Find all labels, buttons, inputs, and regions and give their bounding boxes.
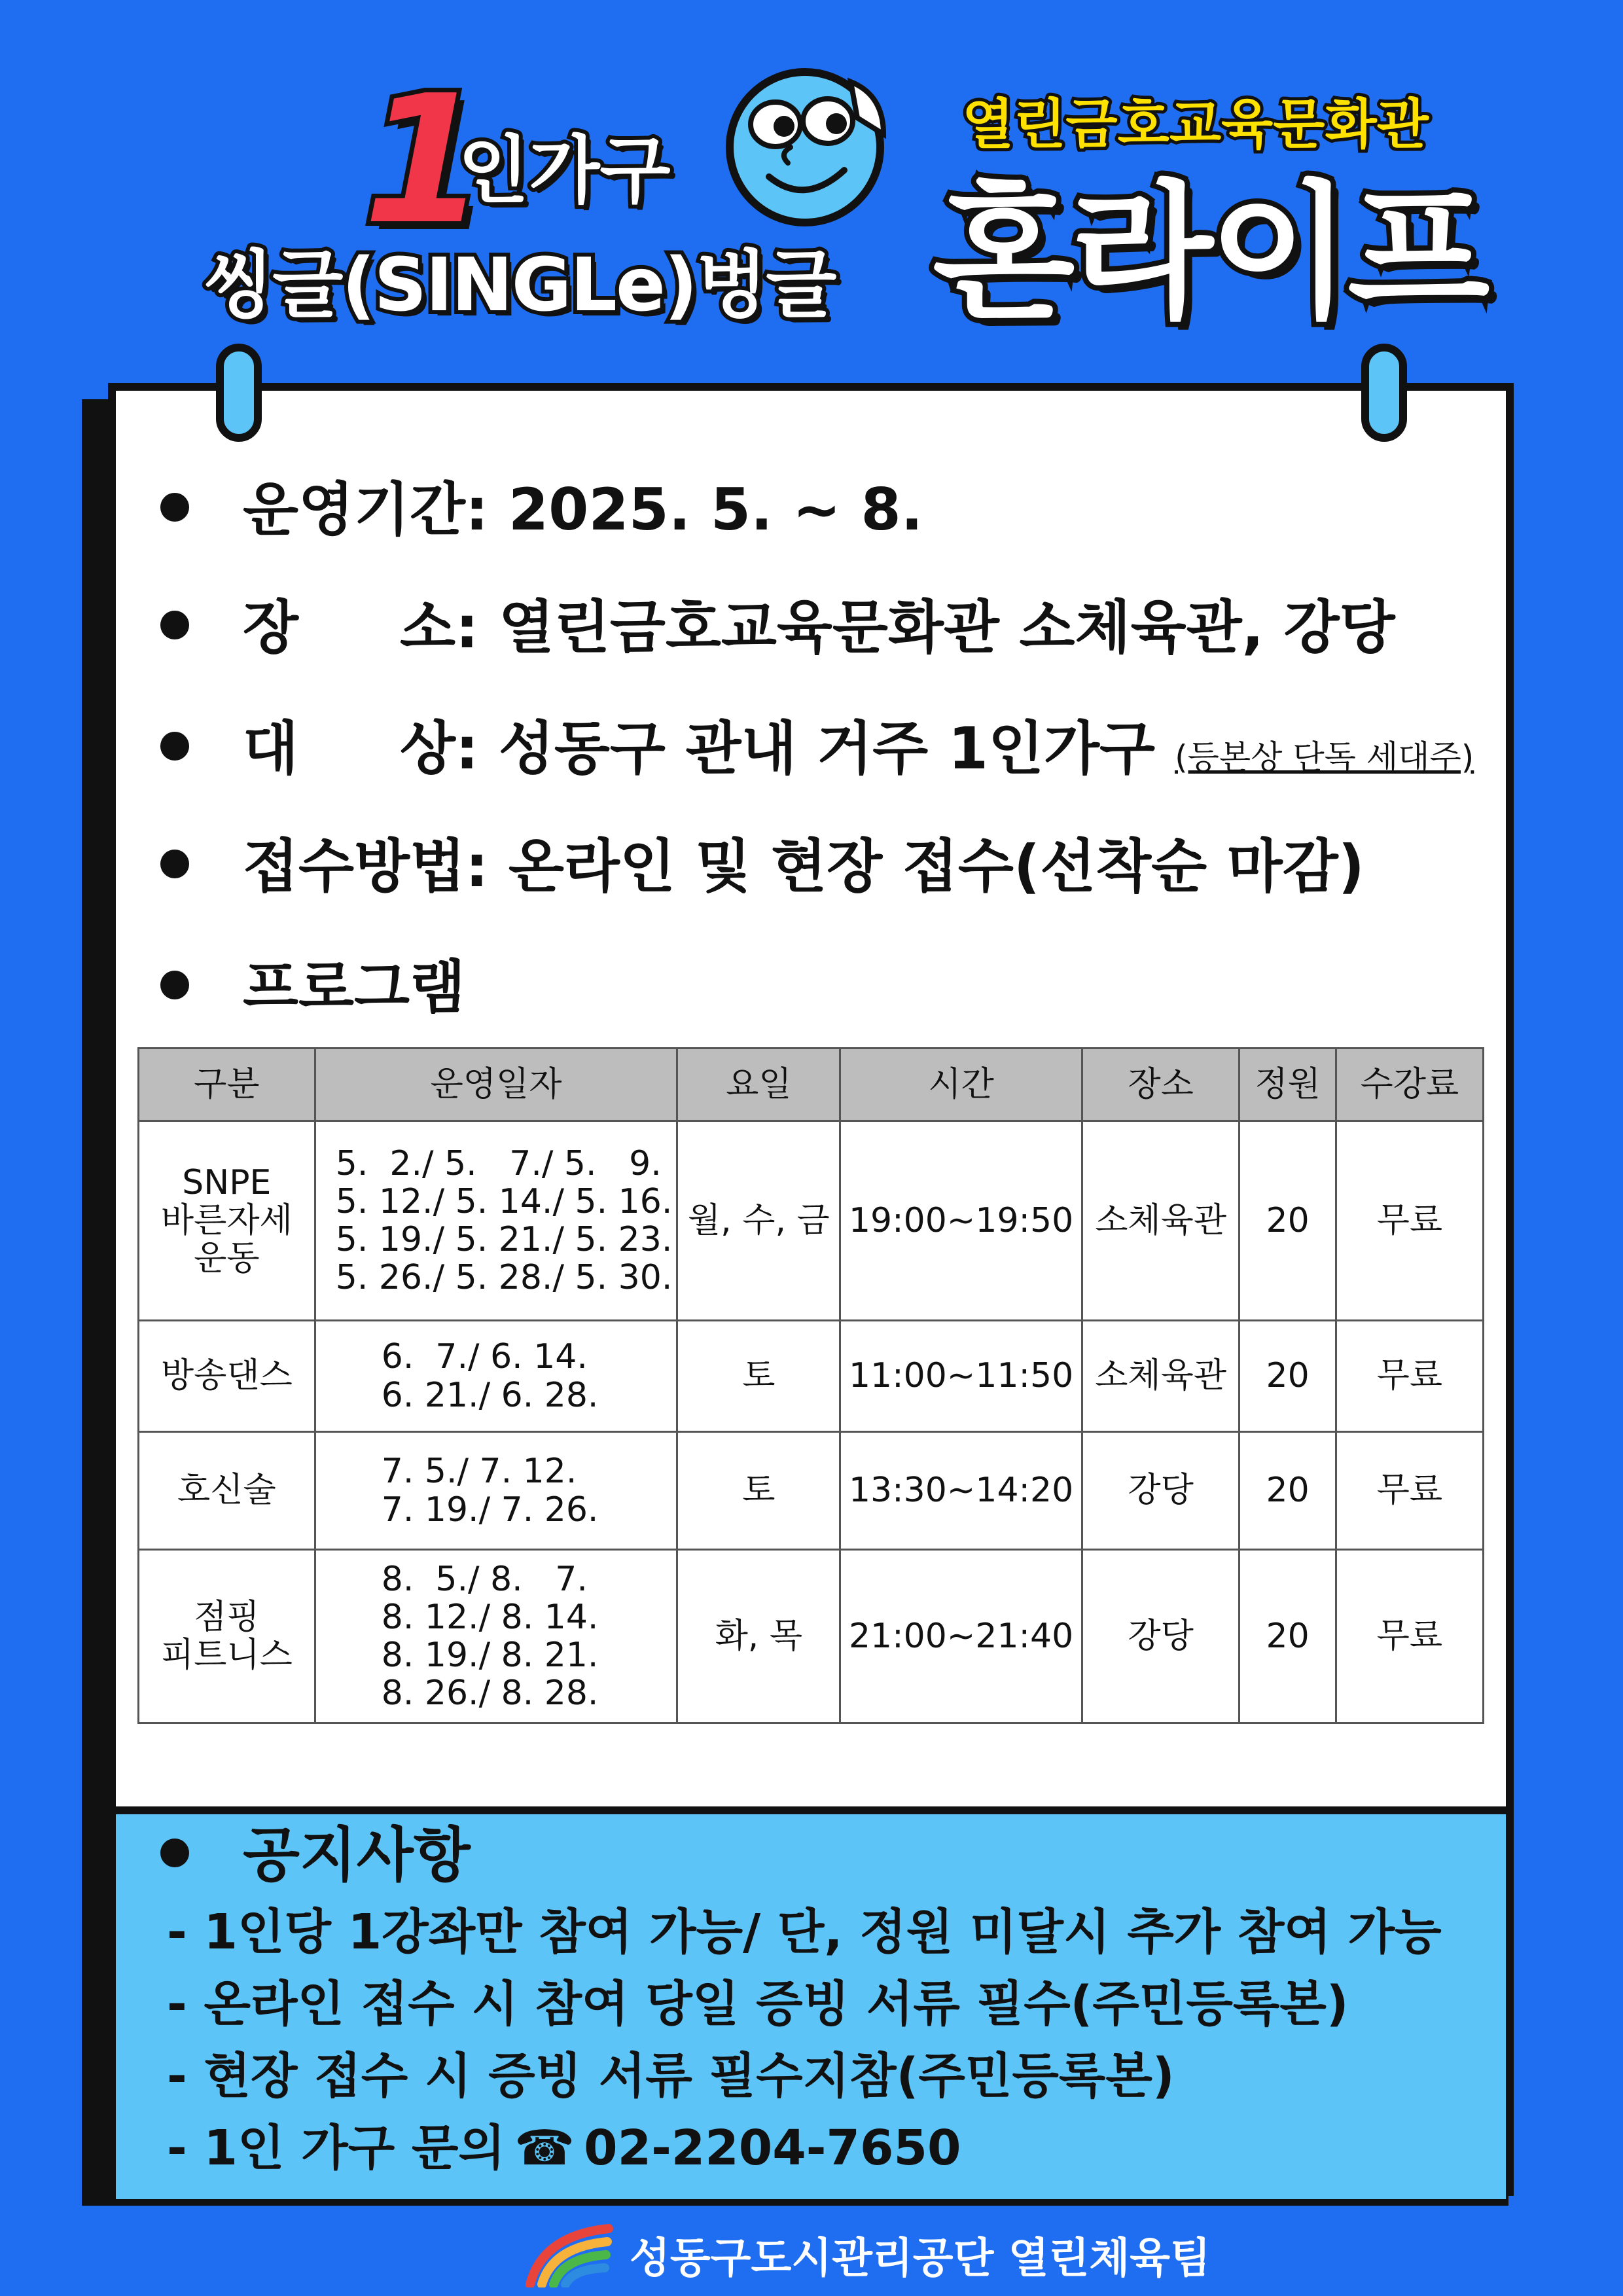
- program-time: 21:00~21:40: [840, 1550, 1082, 1723]
- program-table: [137, 1047, 1484, 1724]
- program-name: 점핑 피트니스: [139, 1550, 315, 1723]
- col-header-capacity: 정원: [1240, 1049, 1336, 1121]
- bullet-icon: [160, 850, 189, 878]
- footer: [524, 2222, 1211, 2287]
- program-fee: 무료: [1336, 1321, 1483, 1432]
- program-place: 소체육관: [1082, 1321, 1240, 1432]
- notice-line-2: - 온라인 접수 시 참여 당일 증빙 서류 필수(주민등록본): [167, 1976, 1349, 2032]
- col-header-category: 구분: [139, 1049, 315, 1121]
- program-capacity: 20: [1240, 1121, 1336, 1321]
- program-days: 화, 목: [677, 1550, 840, 1723]
- bullet-icon: [160, 493, 189, 522]
- table-row: [139, 1550, 1484, 1723]
- col-header-days: 요일: [677, 1049, 840, 1121]
- bullet-icon: [160, 732, 189, 761]
- place-label-b: 소:: [400, 594, 479, 661]
- target-label-a: 대: [243, 715, 299, 782]
- program-dates: 8. 5./ 8. 7. 8. 12./ 8. 14. 8. 19./ 8. 21. 8. 26./ 8. 28.: [315, 1550, 677, 1723]
- program-place: 강당: [1082, 1550, 1240, 1723]
- program-days: 토: [677, 1321, 840, 1432]
- program-time: 13:30~14:20: [840, 1432, 1082, 1550]
- bullet-icon: [160, 971, 189, 999]
- place-value: 열린금호교육문화관 소체육관, 강당: [498, 594, 1395, 661]
- inquiry-phone: 02-2204-7650: [584, 2120, 961, 2176]
- table-row: [139, 1432, 1484, 1550]
- info-period: [160, 476, 923, 543]
- program-time: 11:00~11:50: [840, 1321, 1082, 1432]
- col-header-fee: 수강료: [1336, 1049, 1483, 1121]
- binder-ring-left: [216, 344, 262, 442]
- program-days: 월, 수, 금: [677, 1121, 840, 1321]
- footer-organization: 성동구도시관리공단 열린체육팀: [630, 2234, 1211, 2283]
- program-fee: 무료: [1336, 1121, 1483, 1321]
- method-value: 온라인 및 현장 접수(선착순 마감): [508, 833, 1364, 900]
- col-header-place: 장소: [1082, 1049, 1240, 1121]
- phone-icon: ☎: [514, 2120, 575, 2176]
- info-target: [160, 715, 1474, 782]
- program-dates: 6. 7./ 6. 14. 6. 21./ 6. 28.: [315, 1321, 677, 1432]
- rainbow-logo-icon: [524, 2222, 615, 2287]
- notice-line-1: - 1인당 1강좌만 참여 가능/ 단, 정원 미달시 추가 참여 가능: [167, 1904, 1442, 1960]
- target-note: (등본상 단독 세대주): [1175, 738, 1474, 776]
- smiley-sticker-icon: [720, 56, 897, 232]
- target-value: 성동구 관내 거주 1인가구: [498, 715, 1156, 782]
- program-dates: 7. 5./ 7. 12. 7. 19./ 7. 26.: [315, 1432, 677, 1550]
- info-program: [160, 954, 466, 1021]
- page-title: 혼라이프: [933, 168, 1486, 339]
- program-place: 소체육관: [1082, 1121, 1240, 1321]
- bullet-icon: [160, 1839, 189, 1867]
- program-name: SNPE 바른자세 운동: [139, 1121, 315, 1321]
- program-label: 프로그램: [243, 954, 466, 1021]
- program-fee: 무료: [1336, 1550, 1483, 1723]
- table-row: [139, 1321, 1484, 1432]
- program-capacity: 20: [1240, 1432, 1336, 1550]
- header-subtitle-2: 씽글(SINGLe)벙글: [203, 243, 836, 328]
- program-name: 방송댄스: [139, 1321, 315, 1432]
- header-organization: 열린금호교육문화관: [962, 94, 1429, 156]
- program-capacity: 20: [1240, 1550, 1336, 1723]
- binder-ring-right: [1361, 344, 1407, 442]
- period-value: 2025. 5. ~ 8.: [508, 476, 923, 543]
- program-place: 강당: [1082, 1432, 1240, 1550]
- notice-line-4: [167, 2120, 961, 2176]
- program-time: 19:00~19:50: [840, 1121, 1082, 1321]
- program-fee: 무료: [1336, 1432, 1483, 1550]
- table-header-row: [139, 1049, 1484, 1121]
- inquiry-label: - 1인 가구 문의: [167, 2120, 505, 2176]
- program-name: 호신술: [139, 1432, 315, 1550]
- program-capacity: 20: [1240, 1321, 1336, 1432]
- col-header-time: 시간: [840, 1049, 1082, 1121]
- info-method: [160, 833, 1364, 900]
- program-dates: 5. 2./ 5. 7./ 5. 9. 5. 12./ 5. 14./ 5. 16. 5. 19./ 5. 21./ 5. 23. 5. 26./ 5. 28./ 5. 30.: [315, 1121, 677, 1321]
- notice-line-3: - 현장 접수 시 증빙 서류 필수지참(주민등록본): [167, 2048, 1175, 2104]
- info-place: [160, 594, 1395, 661]
- program-days: 토: [677, 1432, 840, 1550]
- notice-heading: [160, 1821, 471, 1890]
- bullet-icon: [160, 611, 189, 639]
- notice-title: 공지사항: [243, 1821, 471, 1890]
- table-row: [139, 1121, 1484, 1321]
- header-subtitle-1: 인가구: [458, 128, 671, 213]
- target-label-b: 상:: [400, 715, 479, 782]
- method-label: 접수방법:: [243, 833, 489, 900]
- period-label: 운영기간:: [243, 476, 489, 543]
- header-number: 1: [363, 57, 486, 263]
- col-header-dates: 운영일자: [315, 1049, 677, 1121]
- place-label-a: 장: [243, 594, 299, 661]
